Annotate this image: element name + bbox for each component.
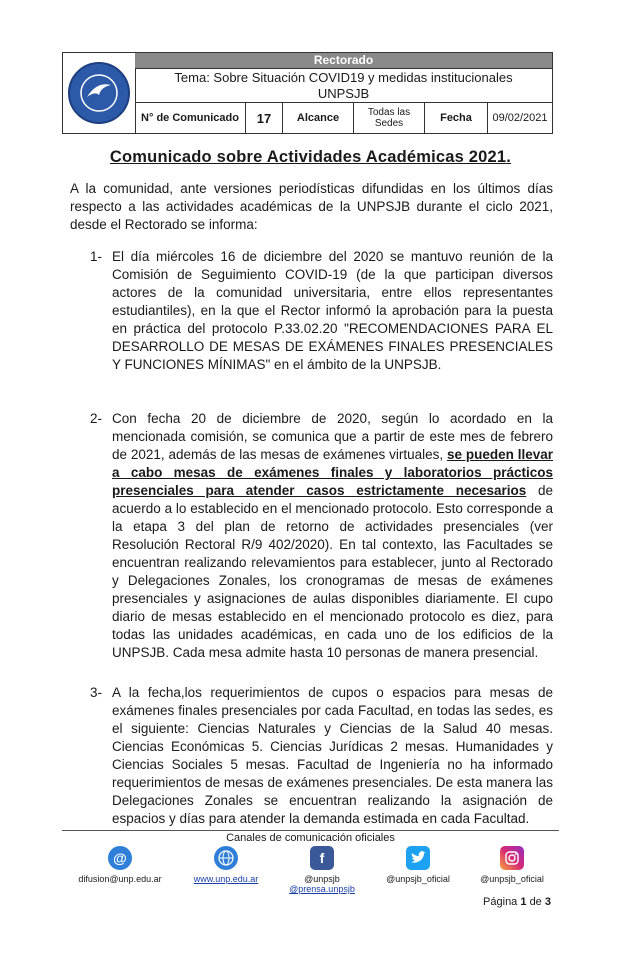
fecha-label: Fecha xyxy=(425,103,488,133)
footer-title: Canales de comunicación oficiales xyxy=(226,832,395,844)
page-number: 1 xyxy=(520,896,527,908)
list-item-3 xyxy=(90,684,553,828)
item-text-before: Con fecha 20 de diciembre de 2020, según lo acordado en la mencionada comisión, se comunica que a partir de este mes de febrero de 2021, además de las mesas de exámenes virtuales, xyxy=(112,411,553,462)
item-number: 1- xyxy=(90,249,103,264)
globe-icon xyxy=(214,846,238,870)
email-text: difusion@unp.edu.ar xyxy=(78,874,162,884)
instagram-icon xyxy=(500,846,524,870)
channel-web[interactable] xyxy=(176,846,276,884)
footer-divider xyxy=(62,830,559,831)
item-text xyxy=(112,410,553,662)
intro-paragraph: A la comunidad, ante versiones periodísticas difundidas en los últimos días respecto a las actividades académicas de la UNPSJB durante el ciclo 2021, desde el Rectorado se informa: xyxy=(70,181,553,232)
nro-value: 17 xyxy=(246,103,283,133)
alcance-value: Todas las Sedes xyxy=(354,103,425,133)
channel-instagram[interactable] xyxy=(462,846,562,884)
web-link[interactable]: www.unp.edu.ar xyxy=(193,874,259,884)
item-text-after: de acuerdo a lo establecido en el mencionado protocolo. Esto corresponde a la etapa 3 del plan de retorno de actividades presenciales (ver Resolución Rectoral R/9 402/2020). En tal contexto, las Facultades se encuentran realizando relevamientos para establecer, junto al Rectorado y Delegaciones Zonales, los cronogramas de mesas de exámenes presenciales y asignaciones de aulas disponibles diariamente. El cupo diario de mesas establecido en el mencionado protocolo es diez, para todas las unidades académicas, en cada uno de los edificios de la UNPSJB. Cada mesa admite hasta 10 personas de manera presencial. xyxy=(112,483,553,660)
nro-label: N° de Comunicado xyxy=(135,103,246,133)
email-icon: @ xyxy=(108,846,132,870)
fecha-value: 09/02/2021 xyxy=(492,111,548,124)
page-indicator xyxy=(483,896,551,908)
page-of: de xyxy=(529,896,542,908)
page-label: Página xyxy=(483,896,518,908)
twitter-icon xyxy=(406,846,430,870)
channel-twitter[interactable] xyxy=(368,846,468,884)
logo-cell xyxy=(63,53,136,133)
facebook-handle-2[interactable]: @prensa.unpsjb xyxy=(289,884,355,894)
twitter-handle: @unpsjb_oficial xyxy=(386,874,450,884)
header-meta-row xyxy=(135,103,552,133)
item-text: A la fecha,los requerimientos de cupos o espacios para mesas de exámenes finales presenciales por cada Facultad, en todas las sedes, es el siguiente: Ciencias Naturales y Ciencias de la Salud 40 mesas. Ciencias Económicas 5. Ciencias Jurídicas 2 mesas. Humanidades y Ciencias Sociales 5 mesas. Facultad de Ingeniería no ha informado requerimientos de mesas de exámenes presenciales. De esta manera las Delegaciones Zonales se encuentran realizando la asignación de espacios y días para atender la demanda estimada en cada Facultad. xyxy=(112,685,553,826)
item-text: El día miércoles 16 de diciembre del 2020 se mantuvo reunión de la Comisión de Seguimiento COVID-19 (de la que participan diversos actores de la comunidad universitaria, entre ellos representantes estudiantiles), en la que el Rector informó la aprobación para la puesta en práctica del protocolo P.33.02.20 "RECOMENDACIONES PARA EL DESARROLLO DE MESAS DE EXÁMENES FINALES PRESENCIALES Y FUNCIONES MÍNIMAS" en el ámbito de la UNPSJB. xyxy=(112,249,553,372)
facebook-handle: @unpsjb xyxy=(304,874,340,884)
topic-cell xyxy=(135,69,552,103)
list-item-1 xyxy=(90,248,553,374)
channel-facebook[interactable] xyxy=(272,846,372,894)
topic-line-2: UNPSJB xyxy=(317,86,370,101)
instagram-handle: @unpsjb_oficial xyxy=(480,874,544,884)
item-text-emphasis: se pueden llevar a cabo mesas de exámenes finales y laboratorios prácticos presenciales para atender casos estrictamente necesarios xyxy=(112,447,553,498)
university-logo-icon xyxy=(68,62,130,124)
document-title: Comunicado sobre Actividades Académicas 2021. xyxy=(109,148,512,166)
item-number: 2- xyxy=(90,411,103,426)
channel-email[interactable] xyxy=(70,846,170,884)
page-total: 3 xyxy=(544,896,551,908)
office-band: Rectorado xyxy=(135,53,552,69)
list-item-2 xyxy=(90,410,553,662)
item-number: 3- xyxy=(90,685,103,700)
topic-line-1: Tema: Sobre Situación COVID19 y medidas institucionales xyxy=(174,70,513,85)
document-header xyxy=(62,52,553,134)
alcance-label: Alcance xyxy=(283,103,354,133)
facebook-icon: f xyxy=(310,846,334,870)
